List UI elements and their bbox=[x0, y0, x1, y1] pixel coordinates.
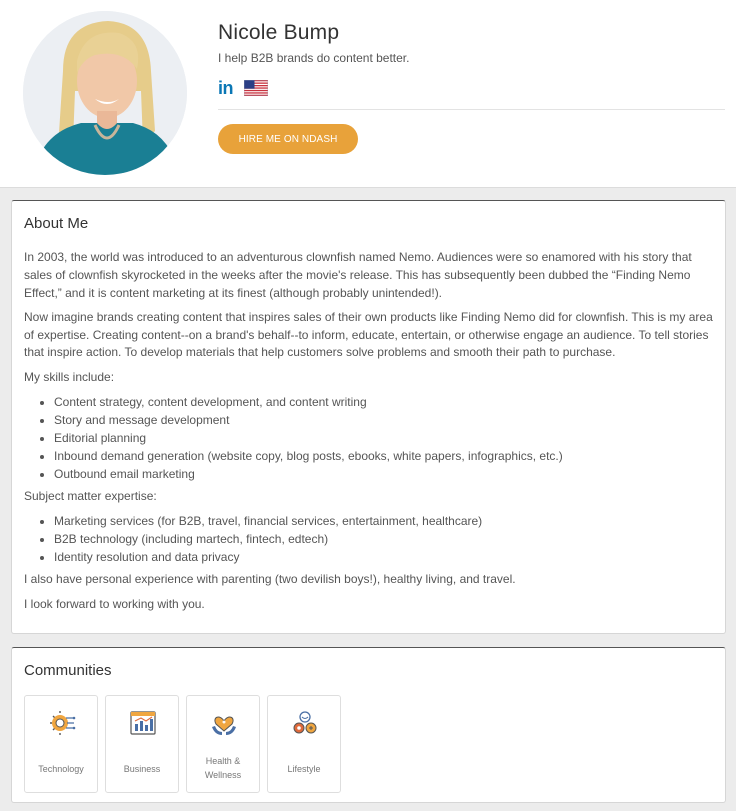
avatar bbox=[23, 11, 187, 175]
community-tile-health-wellness[interactable] bbox=[186, 695, 260, 793]
profile-header bbox=[0, 0, 736, 188]
about-paragraph: In 2003, the world was introduced to an adventurous clownfish named Nemo. Audiences were so enamored with his story that sales of clownfish skyrocketed in the weeks after the movie's release. This has subsequently been dubbed the “Finding Nemo Effect,” and it is content marketing at its finest (although probably unintended!). bbox=[24, 250, 692, 300]
community-label: Business bbox=[123, 764, 161, 774]
technology-icon bbox=[48, 709, 76, 737]
header-divider bbox=[218, 109, 725, 110]
communities-title: Communities bbox=[24, 662, 112, 679]
communities-grid bbox=[24, 695, 713, 793]
communities-card bbox=[11, 647, 726, 803]
expertise-intro: Subject matter expertise: bbox=[24, 489, 157, 504]
about-me-card bbox=[11, 200, 726, 634]
profile-name: Nicole Bump bbox=[218, 21, 340, 44]
community-label: Technology bbox=[38, 764, 84, 774]
list-item: • Story and message development bbox=[54, 411, 713, 429]
community-tile-technology[interactable] bbox=[24, 695, 98, 793]
lifestyle-icon bbox=[291, 709, 319, 737]
skills-intro: My skills include: bbox=[24, 369, 115, 384]
list-item: • B2B technology (including martech, fintech, edtech) bbox=[54, 530, 713, 548]
health-icon bbox=[210, 709, 238, 737]
community-tile-lifestyle[interactable] bbox=[267, 695, 341, 793]
community-tile-business[interactable] bbox=[105, 695, 179, 793]
list-item: • Identity resolution and data privacy bbox=[54, 548, 713, 566]
expertise-list bbox=[24, 512, 713, 566]
personal-note: I also have personal experience with parenting (two devilish boys!), healthy living, and travel. bbox=[24, 572, 516, 587]
about-paragraph: Now imagine brands creating content that inspires sales of their own products like Finding Nemo did for clownfish. This is my area of expertise. Creating content--on a brand's behalf--to inform, educate, entertain, or otherwise engage an audience. To tell stories that inspire action. To develop materials that help customers solve problems and smooth their path to purchase. bbox=[24, 309, 713, 360]
list-item: • Editorial planning bbox=[54, 429, 713, 447]
skills-list bbox=[24, 393, 713, 483]
closing-note: I look forward to working with you. bbox=[24, 596, 205, 611]
about-me-title: About Me bbox=[24, 215, 89, 232]
community-label: Health & Wellness bbox=[204, 756, 242, 780]
list-item: • Content strategy, content development, and content writing bbox=[54, 393, 713, 411]
linkedin-icon[interactable]: in bbox=[218, 78, 233, 98]
list-item: • Inbound demand generation (website copy, blog posts, ebooks, white papers, infographics, etc.) bbox=[54, 447, 713, 465]
profile-tagline: I help B2B brands do content better. bbox=[218, 51, 410, 65]
hire-me-button[interactable]: HIRE ME ON NDASH bbox=[218, 124, 358, 154]
business-icon bbox=[129, 709, 157, 737]
list-item: • Marketing services (for B2B, travel, financial services, entertainment, healthcare) bbox=[54, 512, 713, 530]
us-flag-icon bbox=[244, 80, 268, 96]
list-item: • Outbound email marketing bbox=[54, 465, 713, 483]
avatar-photo bbox=[23, 11, 187, 175]
community-label: Lifestyle bbox=[287, 764, 321, 774]
